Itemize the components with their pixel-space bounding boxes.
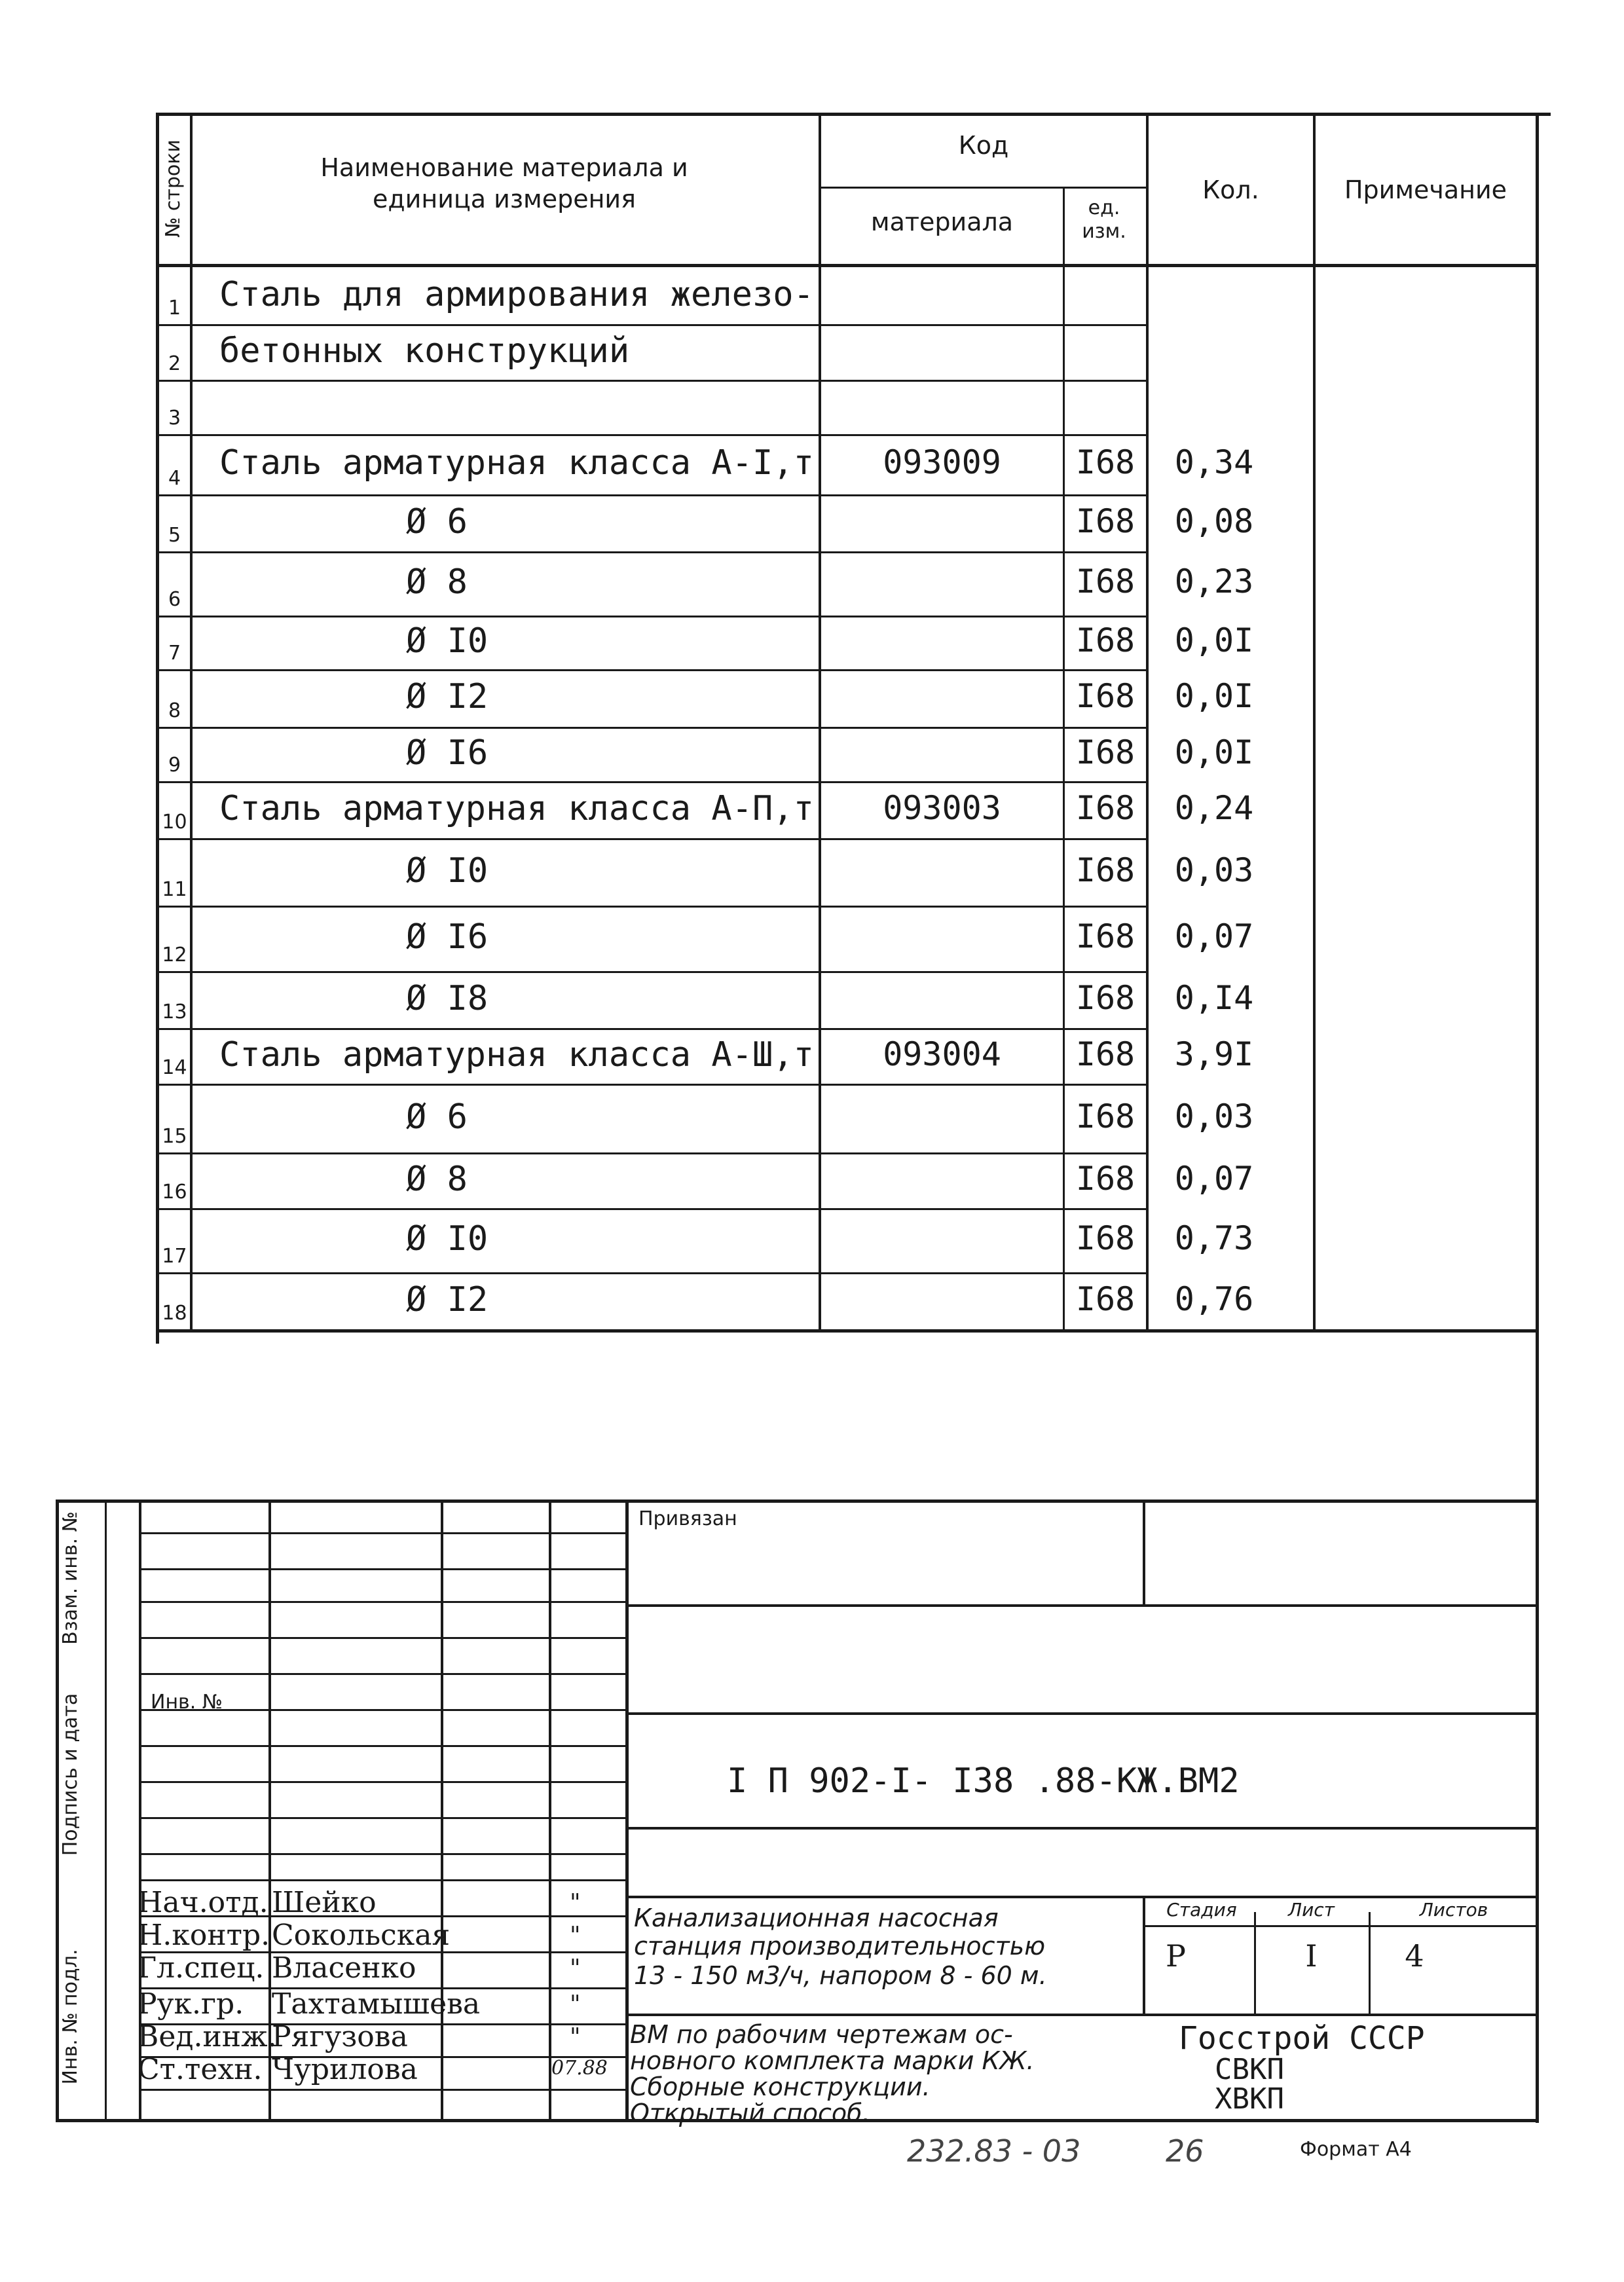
signer-role: Н.контр. — [138, 1919, 270, 1952]
stage-value: Р — [1166, 1938, 1186, 1974]
material-code: 093003 — [883, 788, 1001, 827]
unit-code: I68 — [1075, 562, 1135, 600]
organization-3: ХВКП — [1215, 2082, 1284, 2116]
unit-code: I68 — [1075, 1159, 1135, 1198]
material-code: 093009 — [883, 443, 1001, 481]
quantity: 0,0I — [1174, 733, 1254, 771]
header-name: Наименование материала и единица измерения — [320, 153, 688, 213]
unit-code: I68 — [1075, 978, 1135, 1017]
object-title-line-3: 13 - 150 м3/ч, напором 8 - 60 м. — [634, 1961, 1047, 1990]
material-name: Сталь для армирования железо- — [219, 274, 814, 314]
signer-date: " — [570, 1890, 581, 1917]
material-name: Сталь арматурная класса А-Ш,т — [219, 1035, 814, 1075]
row-number: 1 — [168, 297, 181, 320]
quantity: 3,9I — [1174, 1035, 1254, 1073]
privyazan-label: Привязан — [638, 1507, 737, 1530]
doc-subtitle-line-3: Сборные конструкции. — [630, 2072, 931, 2101]
row-number: 18 — [162, 1302, 187, 1325]
unit-code: I68 — [1075, 1279, 1135, 1318]
material-name: Ø I6 — [406, 917, 489, 957]
signer-date: " — [570, 1955, 581, 1982]
material-name: Ø 6 — [406, 1097, 468, 1137]
unit-code: I68 — [1075, 502, 1135, 540]
quantity: 0,03 — [1174, 851, 1254, 889]
material-name: Ø I6 — [406, 733, 489, 773]
signer-name: Власенко — [272, 1951, 416, 1985]
quantity: 0,0I — [1174, 621, 1254, 659]
doc-subtitle-line-2: новного комплекта марки КЖ. — [630, 2046, 1035, 2075]
header-material: материала — [870, 208, 1014, 236]
row-number: 11 — [162, 878, 187, 901]
archive-number: 232.83 - 03 — [907, 2133, 1081, 2169]
signer-name: Рягузова — [272, 2020, 408, 2053]
signer-date: " — [570, 1923, 581, 1949]
row-number: 6 — [168, 588, 181, 611]
quantity: 0,23 — [1174, 562, 1254, 600]
sheets-label: Листов — [1419, 1899, 1488, 1921]
header-unit: ед. изм. — [1082, 196, 1126, 243]
document-code: I П 902-I- I38 .88-КЖ.ВМ2 — [727, 1761, 1240, 1801]
header-qty: Кол. — [1202, 175, 1259, 204]
sheet-value: I — [1305, 1938, 1318, 1974]
material-name: Ø I2 — [406, 677, 489, 716]
unit-code: I68 — [1075, 1097, 1135, 1135]
object-title-line-1: Канализационная насосная — [634, 1904, 999, 1932]
material-code: 093004 — [883, 1035, 1001, 1073]
side-label-inv: Инв. № подл. — [59, 1949, 82, 2085]
quantity: 0,73 — [1174, 1219, 1254, 1257]
material-name: Ø 8 — [406, 1159, 468, 1199]
organization-2: СВКП — [1215, 2053, 1284, 2086]
unit-code: I68 — [1075, 443, 1135, 481]
row-number: 13 — [162, 1001, 187, 1023]
signer-date: 07.88 — [551, 2057, 608, 2080]
signer-role: Вед.инж. — [138, 2020, 277, 2053]
signer-name: Шейко — [272, 1886, 377, 1919]
material-name: Ø I0 — [406, 621, 489, 661]
stage-label: Стадия — [1166, 1899, 1237, 1921]
row-number: 7 — [168, 642, 181, 665]
row-number: 17 — [162, 1245, 187, 1268]
organization-1: Госстрой СССР — [1179, 2020, 1425, 2057]
material-name: Ø 6 — [406, 502, 468, 542]
material-name: бетонных конструкций — [219, 331, 630, 371]
side-label-podpis: Подпись и дата — [59, 1693, 82, 1856]
object-title-line-2: станция производительностью — [634, 1932, 1046, 1960]
side-label-zam: Взам. инв. № — [59, 1511, 82, 1645]
quantity: 0,07 — [1174, 1159, 1254, 1198]
unit-code: I68 — [1075, 677, 1135, 715]
quantity: 0,34 — [1174, 443, 1254, 481]
unit-code: I68 — [1075, 1219, 1135, 1257]
unit-code: I68 — [1075, 621, 1135, 659]
quantity: 0,03 — [1174, 1097, 1254, 1135]
row-number: 14 — [162, 1056, 187, 1079]
signer-name: Тахтамышева — [272, 1987, 481, 2021]
unit-code: I68 — [1075, 851, 1135, 889]
quantity: 0,08 — [1174, 502, 1254, 540]
row-number: 2 — [168, 352, 181, 375]
sheet-label: Лист — [1288, 1899, 1335, 1921]
doc-subtitle-line-1: ВМ по рабочим чертежам ос- — [630, 2020, 1013, 2049]
quantity: 0,24 — [1174, 788, 1254, 827]
quantity: 0,76 — [1174, 1279, 1254, 1318]
quantity: 0,I4 — [1174, 978, 1254, 1017]
header-note: Примечание — [1344, 175, 1507, 204]
unit-code: I68 — [1075, 788, 1135, 827]
quantity: 0,0I — [1174, 677, 1254, 715]
row-number: 9 — [168, 754, 181, 777]
row-number: 8 — [168, 699, 181, 722]
material-name: Сталь арматурная класса А-I,т — [219, 443, 814, 483]
inv-no-label: Инв. № — [151, 1691, 223, 1714]
page-number: 26 — [1166, 2133, 1204, 2169]
signer-name: Чурилова — [272, 2053, 418, 2086]
material-name: Ø 8 — [406, 562, 468, 602]
quantity: 0,07 — [1174, 917, 1254, 955]
material-name: Ø I0 — [406, 1219, 489, 1259]
signer-role: Рук.гр. — [138, 1987, 244, 2021]
material-name: Сталь арматурная класса А-П,т — [219, 788, 814, 828]
header-row-number: № строки — [162, 139, 185, 238]
signer-name: Сокольская — [272, 1919, 451, 1952]
row-number: 12 — [162, 944, 187, 966]
row-number: 15 — [162, 1125, 187, 1148]
row-number: 10 — [162, 811, 187, 834]
unit-code: I68 — [1075, 1035, 1135, 1073]
signer-role: Ст.техн. — [138, 2053, 263, 2086]
signer-role: Гл.спец. — [138, 1951, 265, 1985]
sheets-value: 4 — [1405, 1938, 1424, 1974]
header-code: Код — [958, 131, 1009, 160]
material-name: Ø I2 — [406, 1279, 489, 1319]
signer-date: " — [570, 1991, 581, 2018]
row-number: 3 — [168, 407, 181, 430]
row-number: 4 — [168, 467, 181, 490]
doc-subtitle-line-4: Открытый способ. — [630, 2099, 870, 2127]
material-name: Ø I0 — [406, 851, 489, 891]
signer-role: Нач.отд. — [138, 1886, 268, 1919]
row-number: 5 — [168, 524, 181, 547]
unit-code: I68 — [1075, 733, 1135, 771]
unit-code: I68 — [1075, 917, 1135, 955]
signer-date: " — [570, 2024, 581, 2051]
material-name: Ø I8 — [406, 978, 489, 1018]
format-label: Формат А4 — [1300, 2138, 1412, 2161]
row-number: 16 — [162, 1181, 187, 1204]
